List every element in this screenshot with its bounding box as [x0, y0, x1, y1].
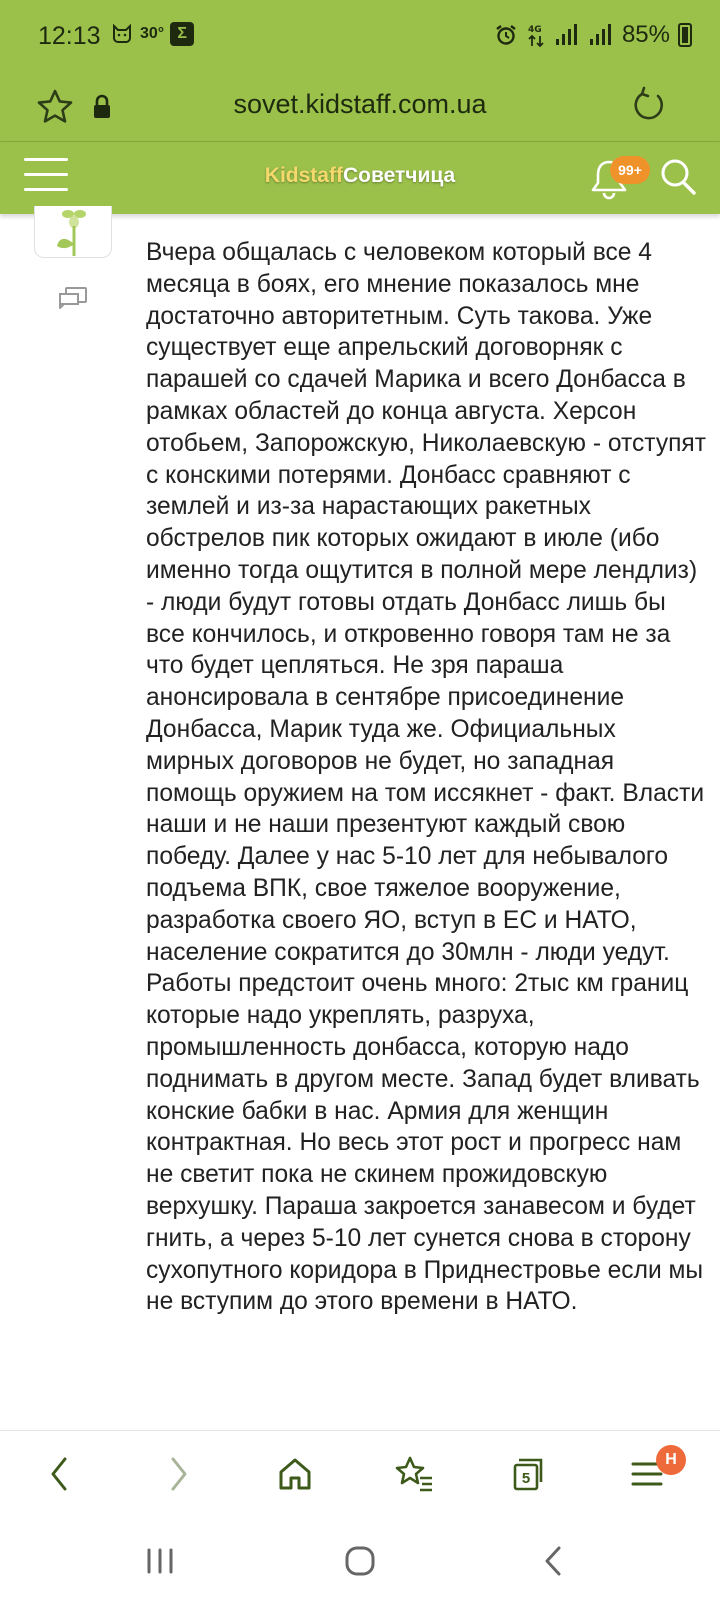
search-icon[interactable] [658, 156, 698, 198]
post-body: Вчера общалась с человеком который все 4 месяца в боях, его мнение показалось мне достаточно авторитетным. Суть такова. Уже существует еще апрельский договорняк с парашей со сдачей Марика и всего Донбасса в рамках областей до конца августа. Херсон отобьем, Запорожскую, Николаевскую - отступят с конскими потерями. Донбасс сравняют с землей и из-за нарастающих ракетных обстрелов пик которых ожидают в июле (ибо именно тогда ощутится в полной мере лендлиз) - люди будут готовы отдать Донбасс лишь бы все кончилось, и откровенно говоря там не за что будет цепляться. Не зря параша анонсировала в сентябре присоединение Донбасса, Марик туда же. Официальных мирных договоров не будет, но западная помощь оружием на том иссякнет - факт. Власти наши и не наши презентуют каждый свою победу. Далее у нас 5-10 лет для небывалого подъема ВПК, свое тяжелое вооружение, разработка своего ЯО, вступ в ЕС и НАТО, население сократится до 30млн - люди уедут. Работы предстоит очень много: 2тыс км границ которые надо укреплять, разруха, промышленность донбасса, которую надо поднимать в другом месте. Запад будет вливать конские бабки в нас. Армия для женщин контрактная. Но весь этот рост и прогресс нам не светит пока не скинем прожидовскую верхушку. Параша закроется занавесом и будет гнить, а через 5-10 лет сунется снова в сторону сухопутного коридора в Приднестровье если мы не вступим до этого времени в НАТО. [146, 239, 707, 1316]
tabs-icon [509, 1454, 549, 1494]
system-back-icon [541, 1544, 567, 1578]
svg-text:4G: 4G [527, 25, 542, 35]
bookmarks-button[interactable] [388, 1449, 438, 1499]
status-left-icons [110, 22, 194, 46]
tabs-button[interactable] [504, 1449, 554, 1499]
notification-badge: 99+ [610, 156, 650, 184]
status-time: 12:13 [38, 22, 101, 50]
status-temperature: 30° [140, 25, 165, 42]
system-home-button[interactable] [336, 1537, 384, 1585]
signal-icon [554, 23, 580, 47]
quote-reply-icon[interactable] [58, 286, 88, 312]
recent-apps-icon [144, 1546, 176, 1576]
url-text[interactable]: sovet.kidstaff.com.ua [233, 89, 487, 119]
home-button[interactable] [270, 1449, 320, 1499]
forward-button[interactable] [154, 1449, 204, 1499]
data-transfer-icon [526, 22, 546, 48]
browser-url-bar [0, 72, 720, 142]
system-back-button[interactable] [530, 1537, 578, 1585]
cat-face-icon [110, 22, 134, 46]
logo-kidstaff: Kidstaff [264, 164, 343, 187]
status-right-icons [494, 21, 692, 49]
chevron-right-icon [165, 1454, 193, 1494]
sigma-app-icon: Σ [170, 22, 194, 46]
author-avatar[interactable] [34, 206, 112, 258]
chevron-left-icon [45, 1454, 73, 1494]
home-icon [275, 1454, 315, 1494]
status-bar [0, 0, 720, 72]
browser-bottom-nav [0, 1431, 720, 1521]
bookmarks-star-icon [392, 1454, 434, 1494]
home-circle-icon [343, 1544, 377, 1578]
tabs-count: 5 [521, 1470, 531, 1487]
recent-apps-button[interactable] [136, 1537, 184, 1585]
system-nav-bar [0, 1521, 720, 1600]
battery-percent: 85% [621, 21, 670, 48]
logo-sovetchitsa: Советчица [342, 164, 456, 187]
site-header [0, 142, 720, 214]
menu-new-badge: H [656, 1445, 686, 1475]
battery-icon [678, 23, 692, 47]
reload-icon[interactable] [630, 86, 668, 126]
alarm-icon [494, 23, 518, 47]
flower-avatar-icon [35, 206, 112, 258]
back-button[interactable] [34, 1449, 84, 1499]
signal-icon-2 [588, 23, 614, 47]
